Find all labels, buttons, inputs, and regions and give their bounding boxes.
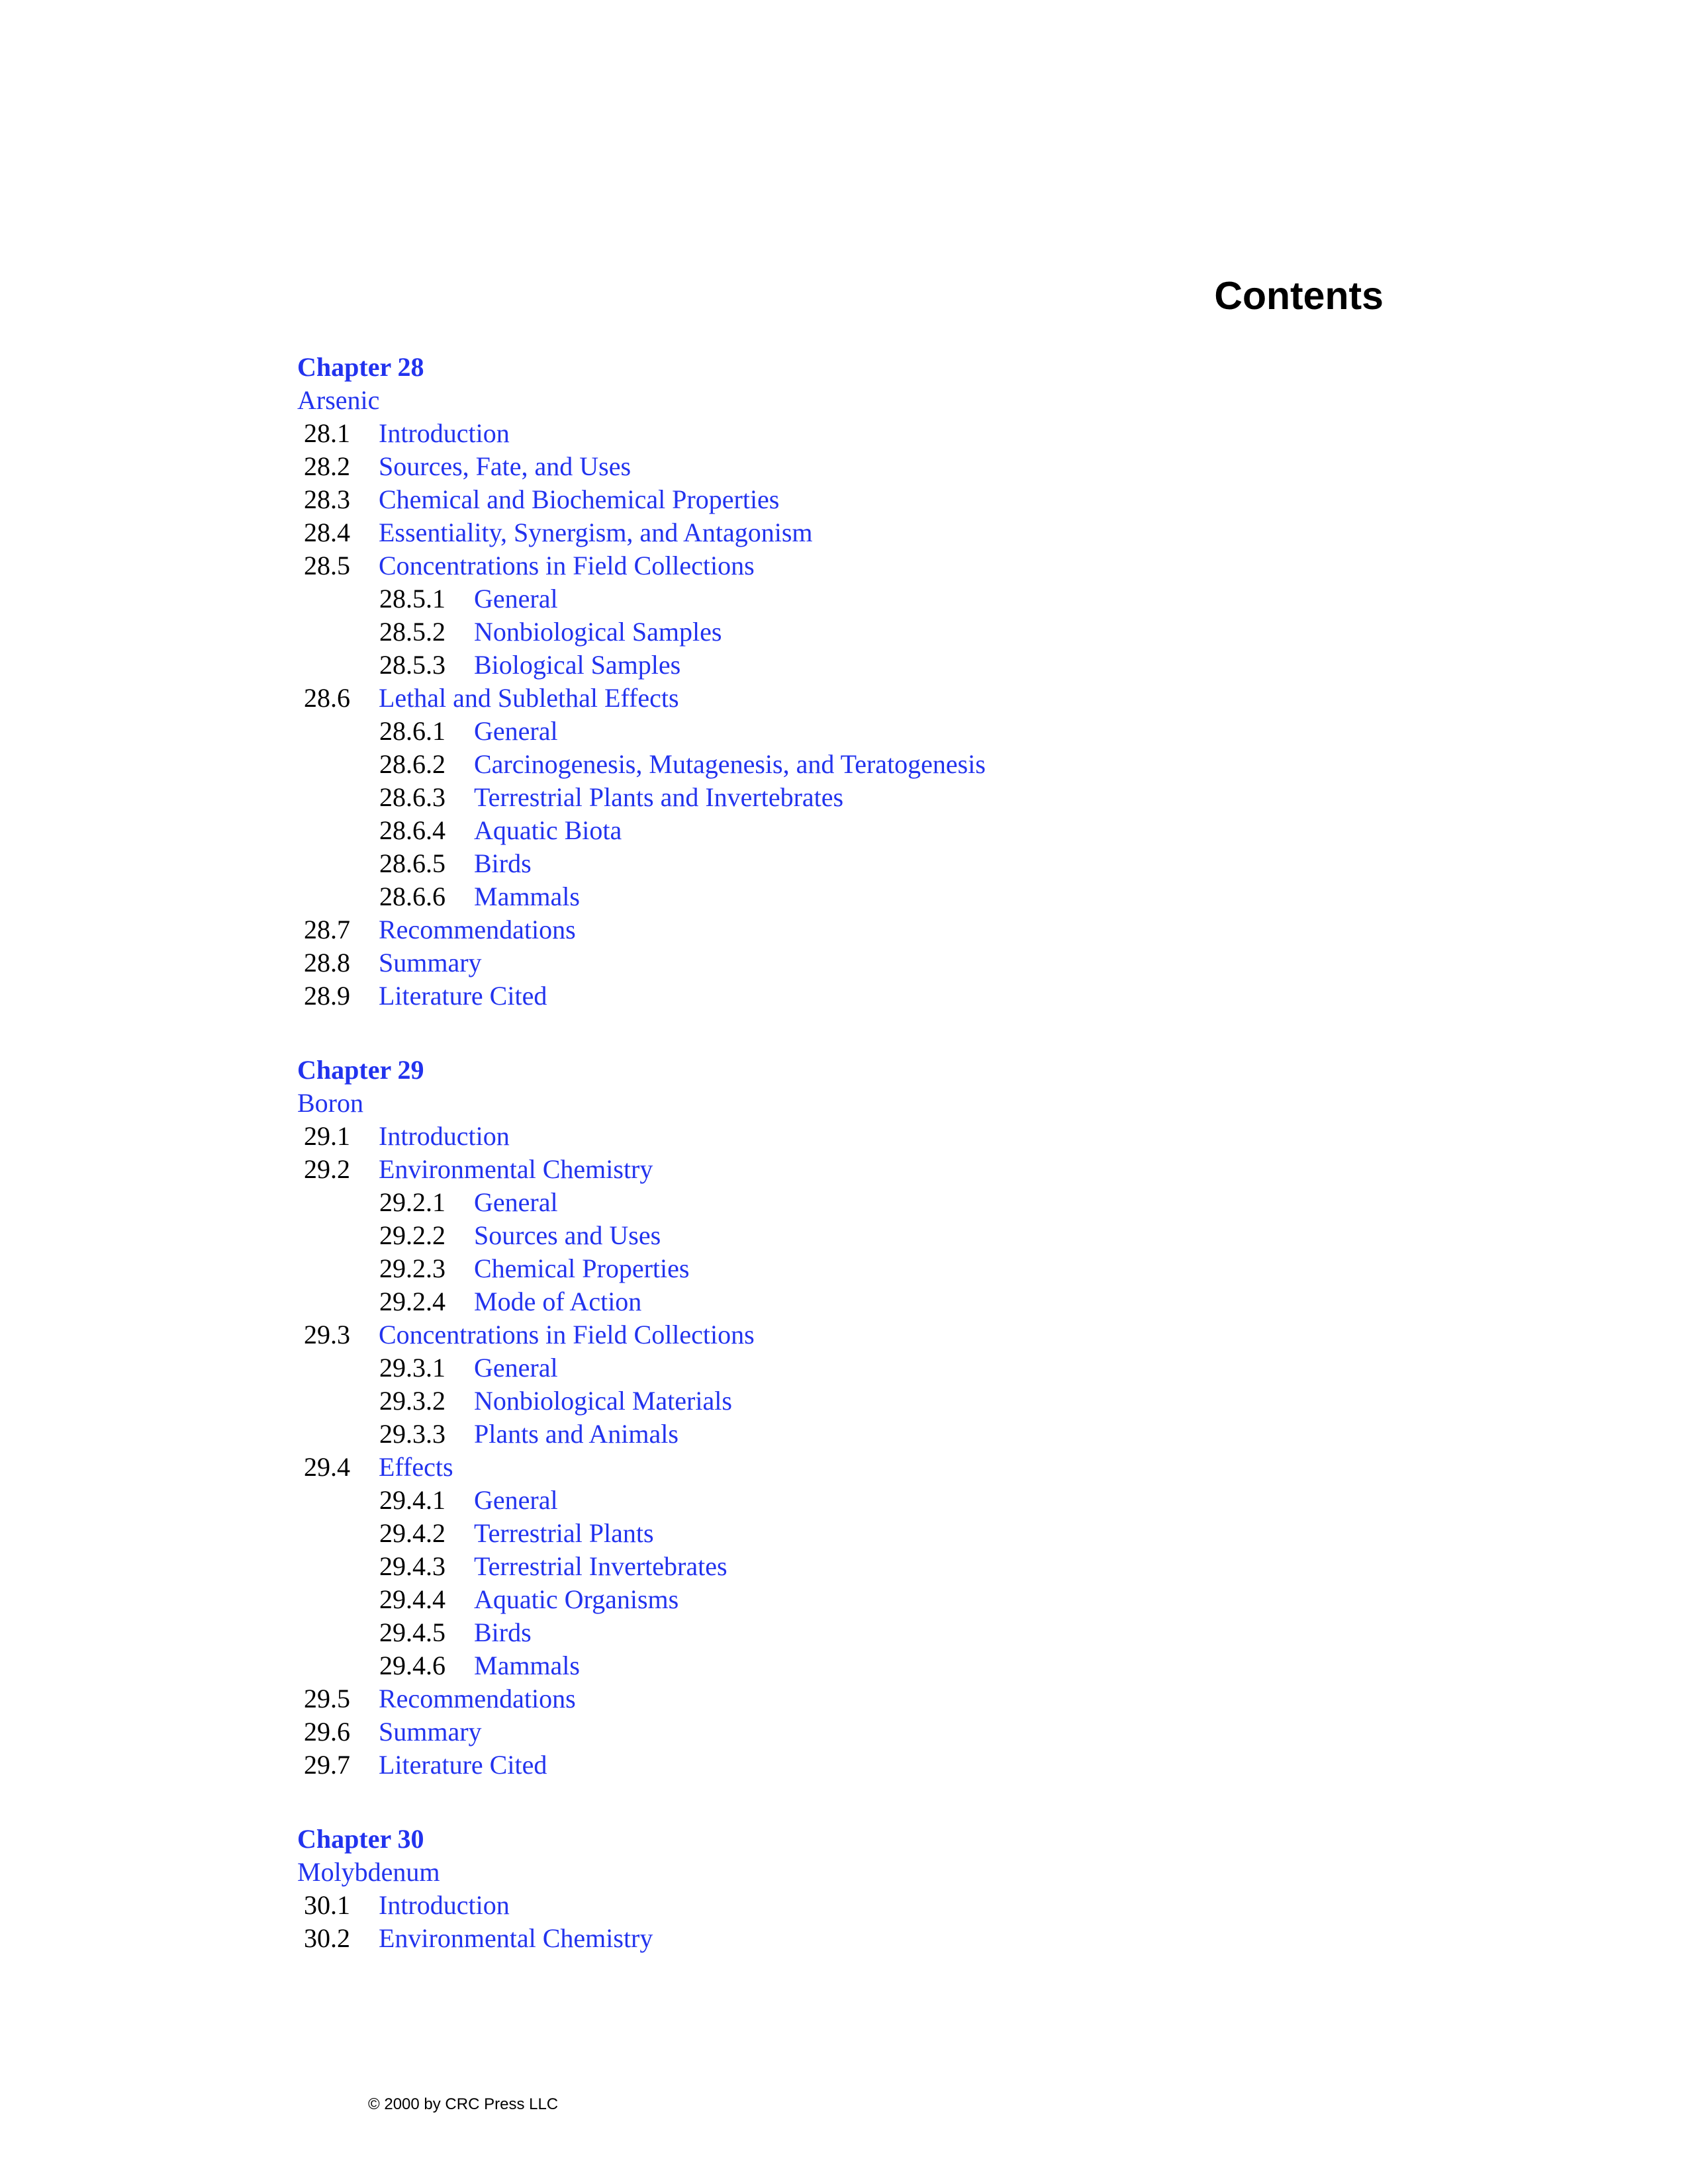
section-number: 29.3.1 bbox=[379, 1353, 445, 1383]
section-title-link[interactable]: Environmental Chemistry bbox=[379, 1923, 653, 1953]
section-number: 29.1 bbox=[304, 1121, 350, 1151]
section-number: 28.6.1 bbox=[379, 716, 445, 746]
section-title-link[interactable]: Effects bbox=[379, 1452, 453, 1482]
section-title-link[interactable]: Mode of Action bbox=[474, 1287, 642, 1316]
toc-entry bbox=[297, 1418, 1423, 1451]
chapter-label-link[interactable]: Chapter 29 bbox=[297, 1055, 424, 1085]
section-number: 29.3.2 bbox=[379, 1386, 445, 1416]
section-number: 29.5 bbox=[304, 1684, 350, 1713]
toc-entry bbox=[297, 417, 1423, 450]
section-number: 28.1 bbox=[304, 418, 350, 448]
section-number: 30.2 bbox=[304, 1923, 350, 1953]
section-title-link[interactable]: Sources, Fate, and Uses bbox=[379, 451, 632, 481]
chapter-label-link[interactable]: Chapter 30 bbox=[297, 1824, 424, 1854]
section-title-link[interactable]: Chemical Properties bbox=[474, 1253, 690, 1283]
section-number: 29.3.3 bbox=[379, 1419, 445, 1449]
toc-entry bbox=[297, 1252, 1423, 1285]
toc-entry bbox=[297, 979, 1423, 1013]
section-number: 29.4 bbox=[304, 1452, 350, 1482]
section-number: 29.2.1 bbox=[379, 1187, 445, 1217]
section-title-link[interactable]: Mammals bbox=[474, 882, 580, 911]
section-number: 28.5.1 bbox=[379, 584, 445, 614]
section-title-link[interactable]: Nonbiological Samples bbox=[474, 617, 722, 647]
toc-entry bbox=[297, 1550, 1423, 1583]
chapter-section bbox=[297, 1823, 1423, 1955]
section-number: 29.2.2 bbox=[379, 1220, 445, 1250]
section-number: 29.4.6 bbox=[379, 1651, 445, 1680]
toc-entry bbox=[297, 1120, 1423, 1153]
table-of-contents bbox=[297, 351, 1423, 1996]
toc-entry bbox=[297, 1922, 1423, 1955]
toc-entry bbox=[297, 1318, 1423, 1351]
section-number: 29.2 bbox=[304, 1154, 350, 1184]
section-title-link[interactable]: Sources and Uses bbox=[474, 1220, 661, 1250]
section-title-link[interactable]: Introduction bbox=[379, 1890, 510, 1920]
section-number: 28.9 bbox=[304, 981, 350, 1011]
section-title-link[interactable]: Recommendations bbox=[379, 915, 576, 944]
chapter-label-link[interactable]: Chapter 28 bbox=[297, 352, 424, 382]
section-number: 29.4.5 bbox=[379, 1617, 445, 1647]
section-number: 29.3 bbox=[304, 1320, 350, 1349]
toc-entry bbox=[297, 913, 1423, 946]
section-title-link[interactable]: General bbox=[474, 1485, 558, 1515]
section-number: 29.6 bbox=[304, 1717, 350, 1747]
toc-entry bbox=[297, 1484, 1423, 1517]
chapter-section bbox=[297, 351, 1423, 1013]
section-title-link[interactable]: Mammals bbox=[474, 1651, 580, 1680]
section-number: 29.7 bbox=[304, 1750, 350, 1780]
section-title-link[interactable]: Aquatic Biota bbox=[474, 815, 622, 845]
section-title-link[interactable]: Terrestrial Plants bbox=[474, 1518, 654, 1548]
copyright-footer: © 2000 by CRC Press LLC bbox=[368, 2095, 559, 2113]
chapter-name-link[interactable]: Arsenic bbox=[297, 385, 380, 415]
toc-entry bbox=[297, 1682, 1423, 1715]
section-number: 29.2.4 bbox=[379, 1287, 445, 1316]
section-number: 29.4.4 bbox=[379, 1584, 445, 1614]
section-title-link[interactable]: Aquatic Organisms bbox=[474, 1584, 679, 1614]
section-number: 28.5 bbox=[304, 551, 350, 580]
section-title-link[interactable]: General bbox=[474, 1187, 558, 1217]
toc-entry bbox=[297, 649, 1423, 682]
toc-entry bbox=[297, 847, 1423, 880]
toc-entry bbox=[297, 946, 1423, 979]
section-title-link[interactable]: Recommendations bbox=[379, 1684, 576, 1713]
toc-entry bbox=[297, 1153, 1423, 1186]
section-number: 28.4 bbox=[304, 518, 350, 547]
toc-entry bbox=[297, 781, 1423, 814]
section-title-link[interactable]: Summary bbox=[379, 948, 482, 978]
section-number: 28.2 bbox=[304, 451, 350, 481]
chapter-name-link[interactable]: Molybdenum bbox=[297, 1857, 440, 1887]
section-title-link[interactable]: Summary bbox=[379, 1717, 482, 1747]
section-number: 30.1 bbox=[304, 1890, 350, 1920]
section-number: 29.4.2 bbox=[379, 1518, 445, 1548]
toc-entry bbox=[297, 1517, 1423, 1550]
section-title-link[interactable]: Literature Cited bbox=[379, 981, 547, 1011]
section-number: 28.6.3 bbox=[379, 782, 445, 812]
toc-entry bbox=[297, 1616, 1423, 1649]
section-number: 28.6.4 bbox=[379, 815, 445, 845]
section-title-link[interactable]: Plants and Animals bbox=[474, 1419, 679, 1449]
chapter-section bbox=[297, 1054, 1423, 1782]
section-number: 29.4.3 bbox=[379, 1551, 445, 1581]
section-title-link[interactable]: Environmental Chemistry bbox=[379, 1154, 653, 1184]
section-title-link[interactable]: Introduction bbox=[379, 1121, 510, 1151]
toc-entry bbox=[297, 1351, 1423, 1385]
toc-entry bbox=[297, 450, 1423, 483]
toc-entry bbox=[297, 1649, 1423, 1682]
section-number: 28.6.6 bbox=[379, 882, 445, 911]
page-title: Contents bbox=[1214, 274, 1383, 318]
chapter-name-link[interactable]: Boron bbox=[297, 1088, 363, 1118]
section-title-link[interactable]: Concentrations in Field Collections bbox=[379, 1320, 755, 1349]
section-number: 28.6.5 bbox=[379, 848, 445, 878]
toc-entry bbox=[297, 516, 1423, 549]
toc-entry bbox=[297, 1889, 1423, 1922]
section-title-link[interactable]: Biological Samples bbox=[474, 650, 681, 680]
section-title-link[interactable]: Nonbiological Materials bbox=[474, 1386, 732, 1416]
section-number: 28.6 bbox=[304, 683, 350, 713]
toc-entry bbox=[297, 1749, 1423, 1782]
section-title-link[interactable]: Lethal and Sublethal Effects bbox=[379, 683, 679, 713]
section-title-link[interactable]: Terrestrial Plants and Invertebrates bbox=[474, 782, 844, 812]
toc-entry bbox=[297, 1715, 1423, 1749]
toc-entry bbox=[297, 814, 1423, 847]
section-number: 28.5.3 bbox=[379, 650, 445, 680]
section-title-link[interactable]: General bbox=[474, 584, 558, 614]
toc-entry bbox=[297, 1186, 1423, 1219]
section-title-link[interactable]: Birds bbox=[474, 848, 532, 878]
section-number: 29.2.3 bbox=[379, 1253, 445, 1283]
toc-entry bbox=[297, 748, 1423, 781]
toc-entry bbox=[297, 1385, 1423, 1418]
section-title-link[interactable]: General bbox=[474, 1353, 558, 1383]
toc-entry bbox=[297, 549, 1423, 582]
section-title-link[interactable]: Chemical and Biochemical Properties bbox=[379, 484, 780, 514]
toc-entry bbox=[297, 582, 1423, 615]
toc-entry bbox=[297, 682, 1423, 715]
section-title-link[interactable]: Introduction bbox=[379, 418, 510, 448]
section-number: 29.4.1 bbox=[379, 1485, 445, 1515]
section-title-link[interactable]: Essentiality, Synergism, and Antagonism bbox=[379, 518, 813, 547]
toc-entry bbox=[297, 715, 1423, 748]
toc-entry bbox=[297, 483, 1423, 516]
section-number: 28.7 bbox=[304, 915, 350, 944]
section-title-link[interactable]: Carcinogenesis, Mutagenesis, and Teratogenesis bbox=[474, 749, 986, 779]
section-number: 28.8 bbox=[304, 948, 350, 978]
section-title-link[interactable]: General bbox=[474, 716, 558, 746]
section-number: 28.3 bbox=[304, 484, 350, 514]
toc-entry bbox=[297, 615, 1423, 649]
section-title-link[interactable]: Birds bbox=[474, 1617, 532, 1647]
section-title-link[interactable]: Concentrations in Field Collections bbox=[379, 551, 755, 580]
toc-entry bbox=[297, 1285, 1423, 1318]
section-title-link[interactable]: Terrestrial Invertebrates bbox=[474, 1551, 727, 1581]
section-title-link[interactable]: Literature Cited bbox=[379, 1750, 547, 1780]
toc-entry bbox=[297, 880, 1423, 913]
toc-entry bbox=[297, 1583, 1423, 1616]
section-number: 28.6.2 bbox=[379, 749, 445, 779]
section-number: 28.5.2 bbox=[379, 617, 445, 647]
toc-entry bbox=[297, 1219, 1423, 1252]
toc-entry bbox=[297, 1451, 1423, 1484]
